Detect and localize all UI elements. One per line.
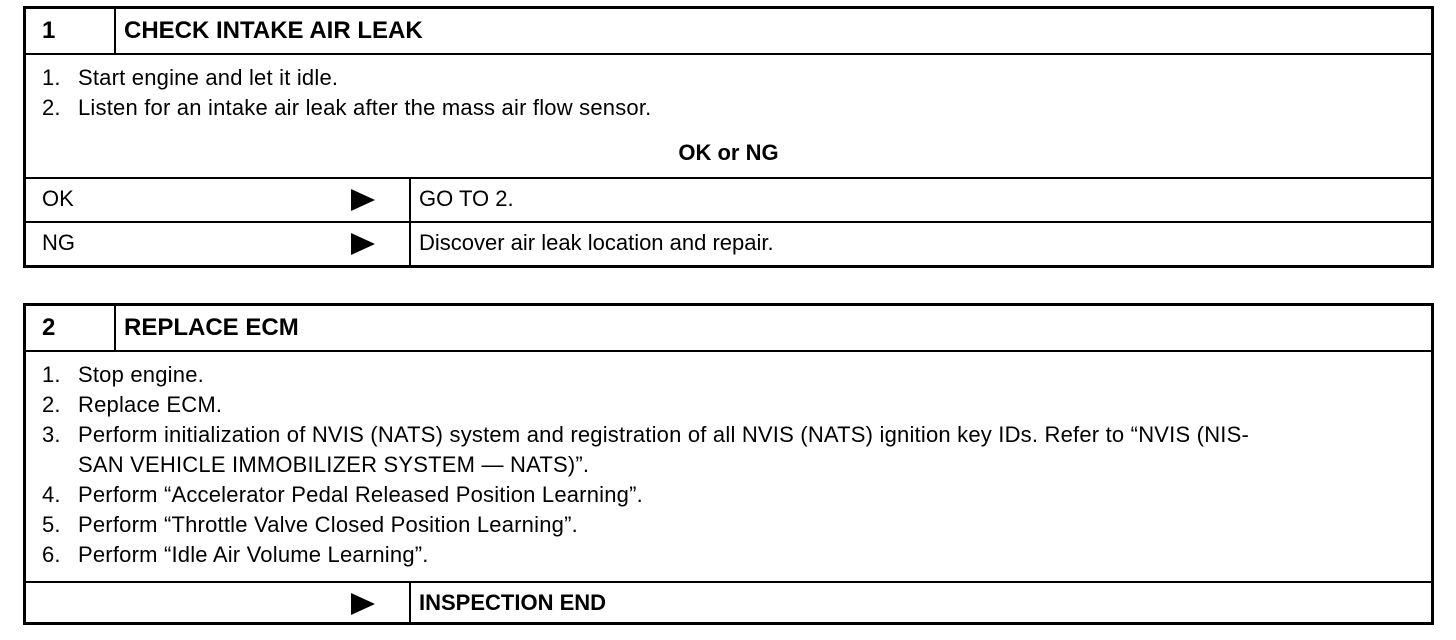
instruction-item — [42, 63, 1431, 93]
right-arrow-icon — [351, 189, 375, 211]
instruction-number: 1. — [42, 65, 61, 90]
instruction-text: Listen for an intake air leak after the mass air flow sensor. — [78, 95, 652, 120]
instruction-number: 5. — [42, 512, 61, 537]
instruction-item — [42, 93, 1431, 123]
instruction-number: 1. — [42, 362, 61, 387]
result-row-ok — [26, 177, 1431, 221]
step-2-body — [26, 352, 1431, 581]
step-1-body — [26, 55, 1431, 177]
instruction-number: 2. — [42, 95, 61, 120]
instruction-item — [42, 480, 1431, 510]
instruction-number: 2. — [42, 392, 61, 417]
instruction-text: Start engine and let it idle. — [78, 65, 339, 90]
result-condition-cell — [26, 179, 411, 221]
step-2-number: 2 — [26, 306, 116, 350]
instruction-number: 4. — [42, 482, 61, 507]
result-condition-cell — [26, 223, 411, 265]
step-1-title: CHECK INTAKE AIR LEAK — [124, 17, 423, 44]
instruction-item — [42, 540, 1431, 570]
step-1-instructions — [42, 63, 1431, 123]
step-2-box — [23, 303, 1434, 625]
instruction-number: 3. — [42, 422, 61, 447]
ok-or-ng-label: OK or NG — [678, 140, 779, 165]
instruction-item — [42, 390, 1431, 420]
result-condition-label: NG — [42, 230, 75, 255]
inspection-end-text: INSPECTION END — [419, 590, 607, 615]
instruction-item — [42, 510, 1431, 540]
step-1-number: 1 — [26, 9, 116, 53]
result-condition-label: OK — [42, 186, 74, 211]
result-action-text: GO TO 2. — [419, 186, 514, 211]
step-2-header — [26, 306, 1431, 352]
result-action-text: Discover air leak location and repair. — [419, 230, 774, 255]
instruction-number: 6. — [42, 542, 61, 567]
step-1-box — [23, 6, 1434, 268]
right-arrow-icon — [351, 593, 375, 615]
instruction-text-continued: SAN VEHICLE IMMOBILIZER SYSTEM — NATS)”. — [78, 452, 590, 477]
instruction-text: Perform initialization of NVIS (NATS) system and registration of all NVIS (NATS) ignition key IDs. Refer to “NVIS (NIS- — [78, 422, 1249, 447]
result-condition-cell — [26, 583, 411, 625]
instruction-text: Stop engine. — [78, 362, 204, 387]
step-2-instructions — [42, 360, 1431, 570]
result-row-end — [26, 581, 1431, 625]
instruction-text: Perform “Throttle Valve Closed Position Learning”. — [78, 512, 578, 537]
instruction-text: Perform “Idle Air Volume Learning”. — [78, 542, 429, 567]
right-arrow-icon — [351, 233, 375, 255]
instruction-item — [42, 360, 1431, 390]
instruction-text: Perform “Accelerator Pedal Released Position Learning”. — [78, 482, 643, 507]
result-row-ng — [26, 221, 1431, 265]
step-2-title: REPLACE ECM — [124, 314, 299, 341]
instruction-text: Replace ECM. — [78, 392, 223, 417]
instruction-item — [42, 420, 1431, 480]
step-1-header — [26, 9, 1431, 55]
